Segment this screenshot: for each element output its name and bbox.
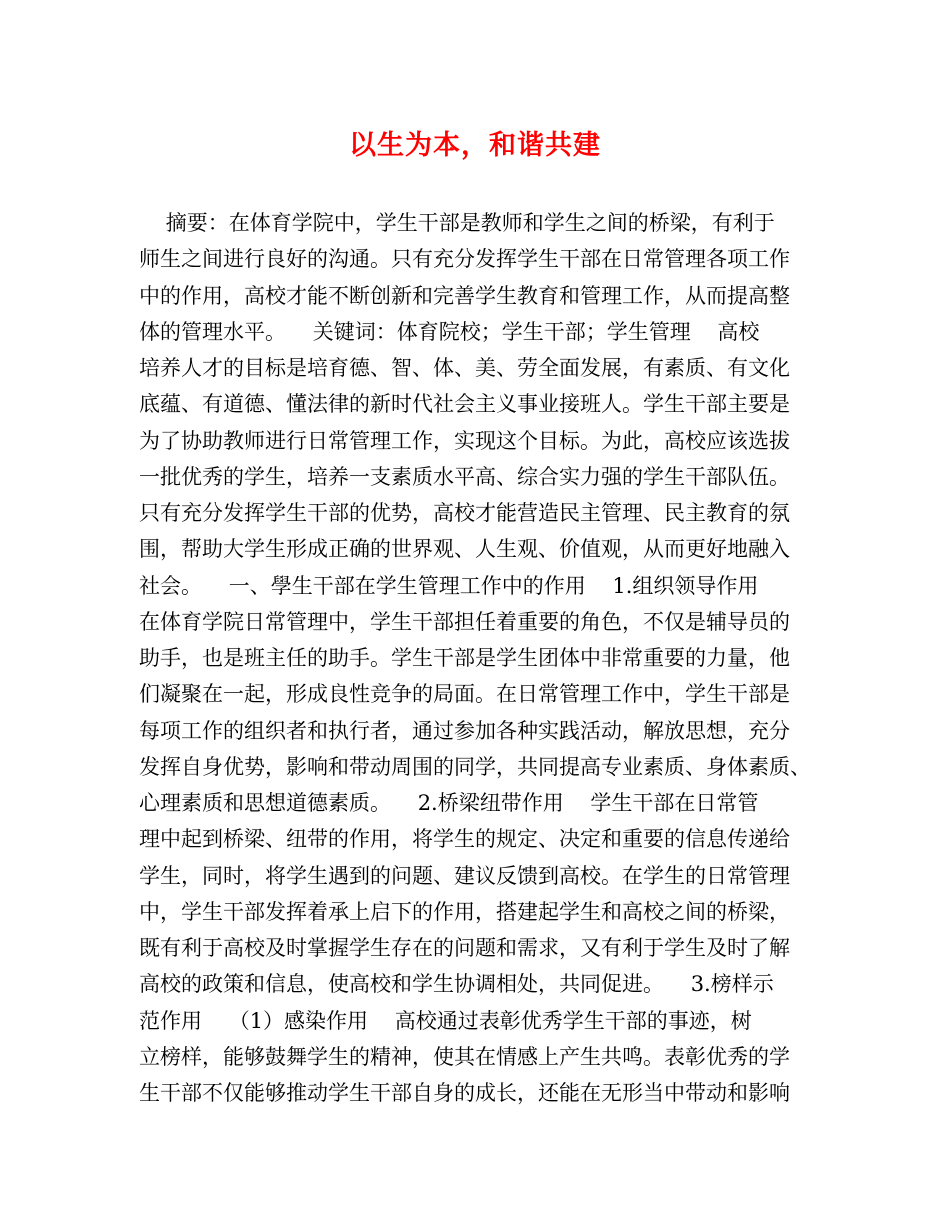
text-line: 助手，也是班主任的助手。学生干部是学生团体中非常重要的力量，他 bbox=[139, 646, 790, 670]
text-line: 只有充分发挥学生干部的优势，高校才能营造民主管理、民主教育的氛 bbox=[139, 501, 790, 525]
text-line: 生干部不仅能够推动学生干部自身的成长，还能在无形当中带动和影响 bbox=[139, 1081, 790, 1105]
text-line: 范作用 （1）感染作用 高校通过表彰优秀学生干部的事迹，树 bbox=[139, 1008, 752, 1033]
text-line: 学生，同时，将学生遇到的问题、建议反馈到高校。在学生的日常管理 bbox=[139, 863, 790, 888]
text-line: 摘要：在体育学院中，学生干部是教师和学生之间的桥梁，有利于 bbox=[139, 211, 775, 235]
text-line: 们凝聚在一起，形成良性竞争的局面。在日常管理工作中，学生干部是 bbox=[139, 682, 790, 707]
text-line: 高校的政策和信息，使高校和学生协调相处，共同促进。 3.榜样示 bbox=[139, 972, 774, 997]
text-line: 体的管理水平。 关键词：体育院校；学生干部；学生管理 高校 bbox=[139, 319, 760, 344]
text-line: 在体育学院日常管理中，学生干部担任着重要的角色，不仅是辅导员的 bbox=[139, 609, 790, 634]
text-line: 围，帮助大学生形成正确的世界观、人生观、价值观，从而更好地融入 bbox=[139, 537, 790, 562]
text-line: 为了协助教师进行日常管理工作，实现这个目标。为此，高校应该选拔 bbox=[139, 428, 790, 453]
body-text bbox=[139, 205, 819, 1111]
text-line: 师生之间进行良好的沟通。只有充分发挥学生干部在日常管理各项工作 bbox=[139, 247, 790, 272]
text-line: 理中起到桥梁、纽带的作用，将学生的规定、决定和重要的信息传递给 bbox=[139, 827, 790, 852]
text-line: 发挥自身优势，影响和带动周围的同学，共同提高专业素质、身体素质、 bbox=[139, 754, 811, 779]
text-line: 培养人才的目标是培育德、智、体、美、劳全面发展，有素质、有文化 bbox=[139, 356, 790, 380]
text-line: 立榜样，能够鼓舞学生的精神，使其在情感上产生共鸣。表彰优秀的学 bbox=[139, 1044, 790, 1069]
text-line: 既有利于高校及时掌握学生存在的问题和需求，又有利于学生及时了解 bbox=[139, 936, 790, 960]
text-line: 底蕴、有道德、懂法律的新时代社会主义事业接班人。学生干部主要是 bbox=[139, 392, 790, 417]
text-line: 一批优秀的学生，培养一支素质水平高、综合实力强的学生干部队伍。 bbox=[139, 464, 790, 489]
text-line: 社会。 一、學生干部在学生管理工作中的作用 1.组织领导作用 bbox=[139, 573, 759, 598]
text-line: 心理素质和思想道德素质。 2.桥梁纽带作用 学生干部在日常管 bbox=[139, 791, 759, 815]
text-line: 中，学生干部发挥着承上启下的作用，搭建起学生和高校之间的桥梁， bbox=[139, 899, 790, 924]
text-line: 每项工作的组织者和执行者，通过参加各种实践活动，解放思想，充分 bbox=[139, 718, 790, 743]
text-line: 中的作用，高校才能不断创新和完善学生教育和管理工作，从而提高整 bbox=[139, 283, 790, 308]
document-title: 以生为本，和谐共建 bbox=[349, 130, 601, 161]
